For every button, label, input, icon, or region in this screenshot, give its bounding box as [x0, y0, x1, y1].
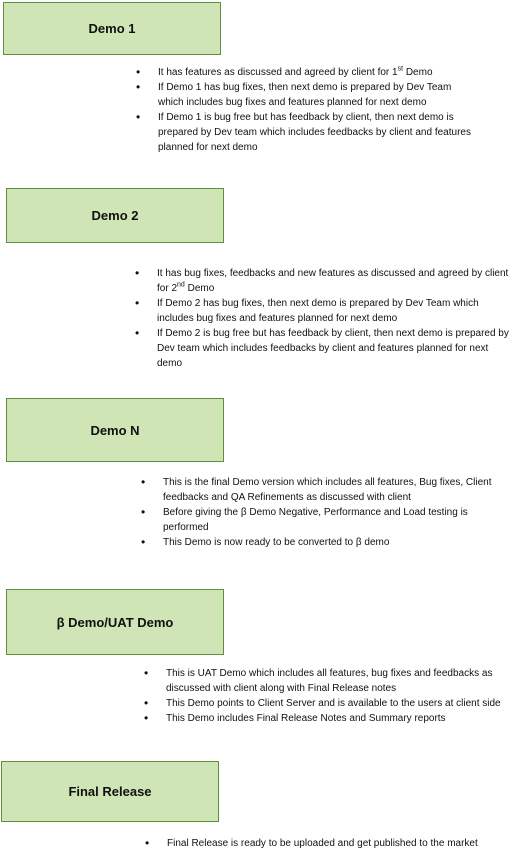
final-release-bullet-list	[143, 836, 528, 851]
demo-1-box	[3, 2, 221, 55]
demo-2-box	[6, 188, 224, 243]
list-item: • If Demo 1 is bug free but has feedback by client, then next demo is prepared by Dev team which includes feedbacks by client and features planned for next demo	[134, 110, 479, 155]
beta-demo-bullet-list	[142, 666, 522, 726]
list-item: • It has bug fixes, feedbacks and new features as discussed and agreed by client for 2nd Demo	[133, 266, 515, 296]
final-release-box	[1, 761, 219, 822]
list-item: • Before giving the β Demo Negative, Performance and Load testing is performed	[139, 505, 504, 535]
demo-n-box	[6, 398, 224, 462]
list-item: • If Demo 1 has bug fixes, then next demo is prepared by Dev Team which includes bug fixes and features planned for next demo	[134, 80, 479, 110]
list-item: • It has features as discussed and agreed by client for 1st Demo	[134, 65, 479, 80]
list-item: • This Demo is now ready to be converted to β demo	[139, 535, 504, 550]
demo-2-bullet-list	[133, 266, 515, 371]
list-item: • If Demo 2 is bug free but has feedback by client, then next demo is prepared by Dev team which includes feedbacks by client and features planned for next demo	[133, 326, 515, 371]
beta-demo-box	[6, 589, 224, 655]
demo-1-title: Demo 1	[88, 21, 136, 36]
demo-n-bullet-list	[139, 475, 504, 550]
final-release-title: Final Release	[68, 784, 152, 799]
list-item: • This Demo includes Final Release Notes and Summary reports	[142, 711, 522, 726]
demo-n-title: Demo N	[90, 422, 140, 438]
list-item: • This is the final Demo version which includes all features, Bug fixes, Client feedbacks and QA Refinements as discussed with client	[139, 475, 504, 505]
list-item: • Final Release is ready to be uploaded and get published to the market	[143, 836, 528, 851]
list-item: • This is UAT Demo which includes all features, bug fixes and feedbacks as discussed with client along with Final Release notes	[142, 666, 522, 696]
demo-1-bullet-list	[134, 65, 479, 155]
list-item: • This Demo points to Client Server and is available to the users at client side	[142, 696, 522, 711]
demo-2-title: Demo 2	[91, 208, 139, 223]
list-item: • If Demo 2 has bug fixes, then next demo is prepared by Dev Team which includes bug fixes and features planned for next demo	[133, 296, 515, 326]
beta-demo-title: β Demo/UAT Demo	[56, 614, 174, 630]
